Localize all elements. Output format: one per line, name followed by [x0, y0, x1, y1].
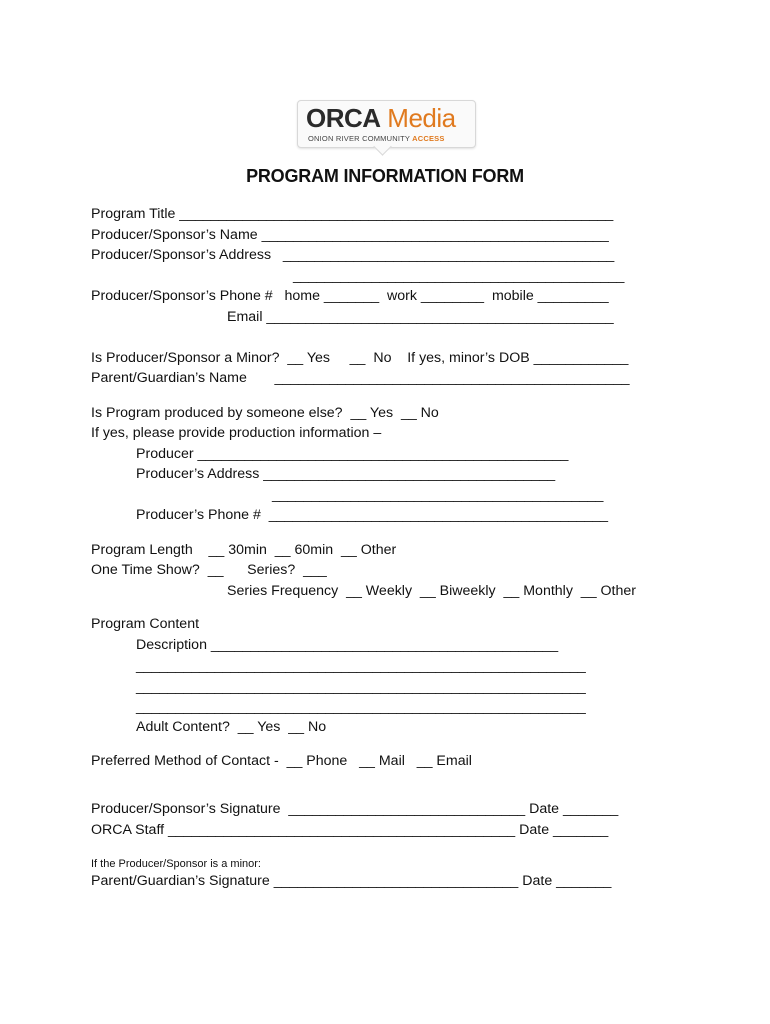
one-time-show-field[interactable]: One Time Show? __ Series? ___	[91, 562, 327, 578]
logo-access-text: ACCESS	[410, 134, 445, 143]
logo-orca-text: ORCA	[306, 103, 381, 133]
form-title: PROGRAM INFORMATION FORM	[246, 166, 524, 186]
sponsor-signature-field[interactable]: Producer/Sponsor’s Signature ______________________________ Date _______	[91, 801, 619, 817]
produced-else-question[interactable]: Is Program produced by someone else? __ Yes __ No	[91, 405, 439, 421]
logo-media-text: Media	[380, 103, 456, 133]
program-length-field[interactable]: Program Length __ 30min __ 60min __ Other	[91, 542, 397, 558]
minor-question[interactable]: Is Producer/Sponsor a Minor? __ Yes __ No If yes, minor’s DOB ____________	[91, 350, 629, 366]
producer-phone-field[interactable]: Producer’s Phone # ___________________________________________	[136, 507, 609, 523]
producer-address-line-2[interactable]: __________________________________________	[272, 487, 604, 503]
sponsor-address-field[interactable]: Producer/Sponsor’s Address __________________________________________	[91, 247, 615, 263]
guardian-signature-field[interactable]: Parent/Guardian’s Signature _______________________________ Date _______	[91, 873, 612, 889]
logo-wordmark	[306, 104, 456, 132]
sponsor-phone-field[interactable]: Producer/Sponsor’s Phone # home _______ work ________ mobile _________	[91, 288, 609, 304]
program-title-field[interactable]: Program Title _______________________________________________________	[91, 206, 614, 222]
guardian-name-field[interactable]: Parent/Guardian’s Name _____________________________________________	[91, 370, 630, 386]
description-line-1[interactable]: _________________________________________________________	[136, 658, 586, 674]
minor-note: If the Producer/Sponsor is a minor:	[91, 858, 261, 870]
producer-field[interactable]: Producer _______________________________________________	[136, 446, 569, 462]
series-frequency-field[interactable]: Series Frequency __ Weekly __ Biweekly __ Monthly __ Other	[227, 583, 637, 599]
production-info-label: If yes, please provide production information –	[91, 425, 382, 441]
sponsor-address-line-2[interactable]: __________________________________________	[293, 268, 625, 284]
sponsor-email-field[interactable]: Email ____________________________________________	[227, 309, 614, 325]
logo-subtitle	[308, 134, 445, 143]
description-line-2[interactable]: _________________________________________________________	[136, 679, 586, 695]
contact-method-field[interactable]: Preferred Method of Contact - __ Phone __ Mail __ Email	[91, 753, 472, 769]
adult-content-field[interactable]: Adult Content? __ Yes __ No	[136, 719, 327, 735]
sponsor-name-field[interactable]: Producer/Sponsor’s Name ____________________________________________	[91, 227, 609, 243]
logo-subtitle-text: ONION RIVER COMMUNITY	[308, 134, 411, 143]
producer-address-field[interactable]: Producer’s Address _____________________________________	[136, 466, 556, 482]
orca-staff-field[interactable]: ORCA Staff ____________________________________________ Date _______	[91, 822, 609, 838]
description-field[interactable]: Description ____________________________________________	[136, 637, 559, 653]
program-content-label: Program Content	[91, 616, 200, 632]
description-line-3[interactable]: _________________________________________________________	[136, 699, 586, 715]
